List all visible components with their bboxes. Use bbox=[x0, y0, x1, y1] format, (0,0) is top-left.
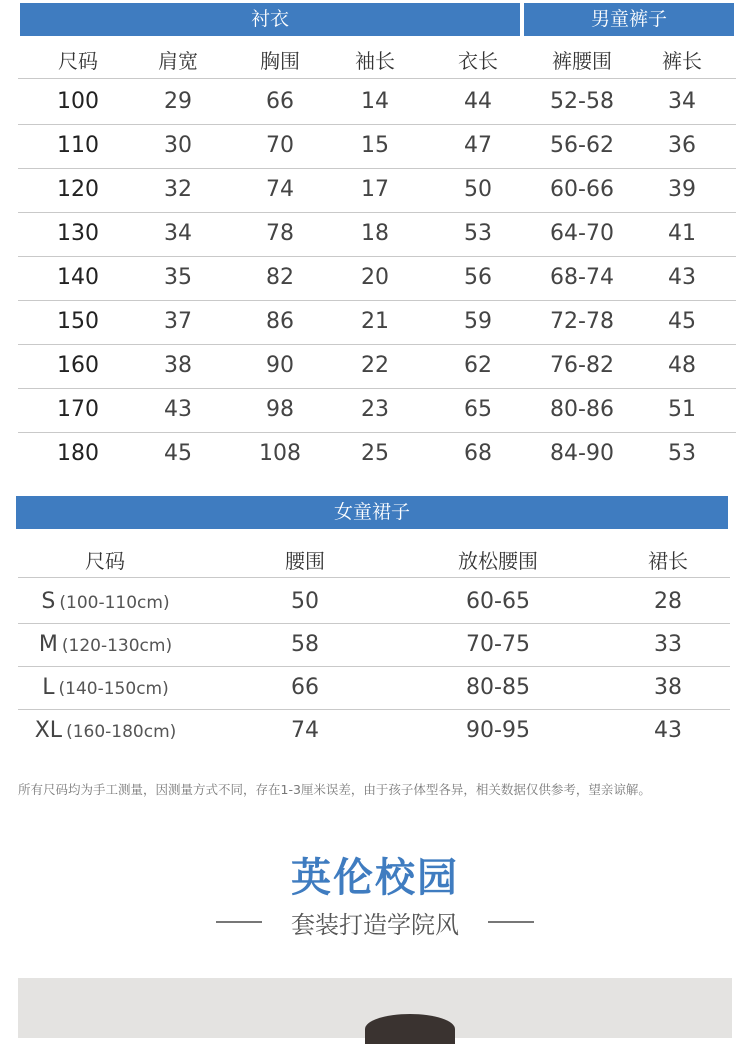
col-header-pants-length: 裤长 bbox=[662, 49, 702, 73]
skirt-waist-cell: 58 bbox=[291, 632, 319, 657]
table-cell: 52-58 bbox=[550, 89, 614, 114]
skirt-relaxed-cell: 80-85 bbox=[466, 675, 530, 700]
table-cell: 56-62 bbox=[550, 133, 614, 158]
table-cell: 62 bbox=[464, 353, 492, 378]
skirt-header: 女童裙子 bbox=[16, 496, 728, 529]
table-cell: 14 bbox=[361, 89, 389, 114]
table-cell: 37 bbox=[164, 309, 192, 334]
table-cell: 35 bbox=[164, 265, 192, 290]
skirt-length-cell: 33 bbox=[654, 632, 682, 657]
skirt-height-range: (160-180cm) bbox=[66, 722, 177, 742]
skirt-relaxed-cell: 70-75 bbox=[466, 632, 530, 657]
table-row bbox=[18, 212, 736, 257]
skirt-length-cell: 28 bbox=[654, 589, 682, 614]
table-cell: 43 bbox=[164, 397, 192, 422]
table-cell: 25 bbox=[361, 441, 389, 466]
table-cell: 56 bbox=[464, 265, 492, 290]
table-cell: 39 bbox=[668, 177, 696, 202]
table-cell: 48 bbox=[668, 353, 696, 378]
section-title: 英伦校园 bbox=[291, 855, 459, 901]
skirt-size-label: S bbox=[41, 589, 56, 614]
table-cell: 64-70 bbox=[550, 221, 614, 246]
table-cell: 53 bbox=[464, 221, 492, 246]
col-header-size: 尺码 bbox=[58, 49, 98, 73]
table-cell: 45 bbox=[164, 441, 192, 466]
table-cell: 60-66 bbox=[550, 177, 614, 202]
shirt-header: 衬衣 bbox=[20, 3, 520, 36]
table-cell: 22 bbox=[361, 353, 389, 378]
skirt-length-cell: 43 bbox=[654, 718, 682, 743]
table-cell: 34 bbox=[668, 89, 696, 114]
table-cell: 36 bbox=[668, 133, 696, 158]
col-header-sleeve: 袖长 bbox=[355, 49, 395, 73]
top-table-header-divider bbox=[18, 78, 736, 79]
model-hair-image bbox=[365, 1014, 455, 1044]
table-cell: 90 bbox=[266, 353, 294, 378]
skirt-col-header-relaxed-waist: 放松腰围 bbox=[458, 549, 538, 573]
table-cell: 23 bbox=[361, 397, 389, 422]
pants-header: 男童裤子 bbox=[524, 3, 734, 36]
table-cell: 21 bbox=[361, 309, 389, 334]
table-cell: 130 bbox=[57, 221, 99, 246]
table-cell: 50 bbox=[464, 177, 492, 202]
col-header-shoulder: 肩宽 bbox=[158, 49, 198, 73]
table-row bbox=[18, 432, 736, 476]
skirt-waist-cell: 50 bbox=[291, 589, 319, 614]
table-cell: 66 bbox=[266, 89, 294, 114]
table-cell: 100 bbox=[57, 89, 99, 114]
table-row bbox=[18, 344, 736, 389]
table-cell: 68-74 bbox=[550, 265, 614, 290]
skirt-table-row bbox=[18, 580, 730, 624]
table-cell: 80-86 bbox=[550, 397, 614, 422]
table-cell: 82 bbox=[266, 265, 294, 290]
skirt-table-row bbox=[18, 709, 730, 752]
table-cell: 32 bbox=[164, 177, 192, 202]
table-cell: 45 bbox=[668, 309, 696, 334]
table-row bbox=[18, 80, 736, 125]
skirt-size-cell bbox=[18, 666, 193, 709]
skirt-col-header-size: 尺码 bbox=[85, 549, 125, 573]
table-cell: 41 bbox=[668, 221, 696, 246]
table-cell: 72-78 bbox=[550, 309, 614, 334]
table-cell: 51 bbox=[668, 397, 696, 422]
skirt-height-range: (120-130cm) bbox=[61, 636, 173, 656]
table-cell: 43 bbox=[668, 265, 696, 290]
table-cell: 170 bbox=[57, 397, 99, 422]
col-header-length: 衣长 bbox=[458, 49, 498, 73]
skirt-size-label: L bbox=[42, 675, 55, 700]
table-cell: 29 bbox=[164, 89, 192, 114]
skirt-height-range: (140-150cm) bbox=[58, 679, 169, 699]
table-cell: 120 bbox=[57, 177, 99, 202]
skirt-size-cell bbox=[18, 709, 193, 752]
table-cell: 47 bbox=[464, 133, 492, 158]
table-cell: 34 bbox=[164, 221, 192, 246]
skirt-size-cell bbox=[18, 580, 193, 623]
skirt-col-header-waist: 腰围 bbox=[285, 549, 325, 573]
table-cell: 76-82 bbox=[550, 353, 614, 378]
table-cell: 84-90 bbox=[550, 441, 614, 466]
table-cell: 20 bbox=[361, 265, 389, 290]
table-row bbox=[18, 124, 736, 169]
table-cell: 53 bbox=[668, 441, 696, 466]
skirt-waist-cell: 66 bbox=[291, 675, 319, 700]
skirt-col-header-skirt-length: 裙长 bbox=[648, 549, 688, 573]
skirt-length-cell: 38 bbox=[654, 675, 682, 700]
table-cell: 38 bbox=[164, 353, 192, 378]
section-subtitle: 套装打造学院风 bbox=[291, 911, 459, 939]
table-cell: 78 bbox=[266, 221, 294, 246]
table-cell: 160 bbox=[57, 353, 99, 378]
table-row bbox=[18, 300, 736, 345]
table-cell: 86 bbox=[266, 309, 294, 334]
table-cell: 150 bbox=[57, 309, 99, 334]
skirt-size-cell bbox=[18, 623, 193, 666]
col-header-chest: 胸围 bbox=[260, 49, 300, 73]
table-cell: 17 bbox=[361, 177, 389, 202]
table-cell: 18 bbox=[361, 221, 389, 246]
table-cell: 98 bbox=[266, 397, 294, 422]
table-cell: 74 bbox=[266, 177, 294, 202]
skirt-relaxed-cell: 60-65 bbox=[466, 589, 530, 614]
table-cell: 68 bbox=[464, 441, 492, 466]
skirt-size-label: XL bbox=[34, 718, 63, 743]
table-cell: 30 bbox=[164, 133, 192, 158]
table-cell: 70 bbox=[266, 133, 294, 158]
skirt-size-label: M bbox=[38, 632, 58, 657]
table-cell: 110 bbox=[57, 133, 99, 158]
table-row bbox=[18, 168, 736, 213]
skirt-table-row bbox=[18, 623, 730, 667]
measurement-note: 所有尺码均为手工测量，因测量方式不同，存在1-3厘米误差，由于孩子体型各异，相关数据仅供参考，望亲谅解。 bbox=[18, 782, 651, 797]
table-cell: 44 bbox=[464, 89, 492, 114]
skirt-relaxed-cell: 90-95 bbox=[466, 718, 530, 743]
table-row bbox=[18, 256, 736, 301]
skirt-height-range: (100-110cm) bbox=[59, 593, 170, 613]
table-row bbox=[18, 388, 736, 433]
table-cell: 15 bbox=[361, 133, 389, 158]
table-cell: 59 bbox=[464, 309, 492, 334]
skirt-table-row bbox=[18, 666, 730, 710]
table-cell: 180 bbox=[57, 441, 99, 466]
table-cell: 108 bbox=[259, 441, 301, 466]
table-cell: 140 bbox=[57, 265, 99, 290]
skirt-table-header-divider bbox=[18, 577, 730, 578]
skirt-waist-cell: 74 bbox=[291, 718, 319, 743]
col-header-pants-waist: 裤腰围 bbox=[552, 49, 612, 73]
table-cell: 65 bbox=[464, 397, 492, 422]
subtitle-right-dash bbox=[488, 921, 534, 923]
